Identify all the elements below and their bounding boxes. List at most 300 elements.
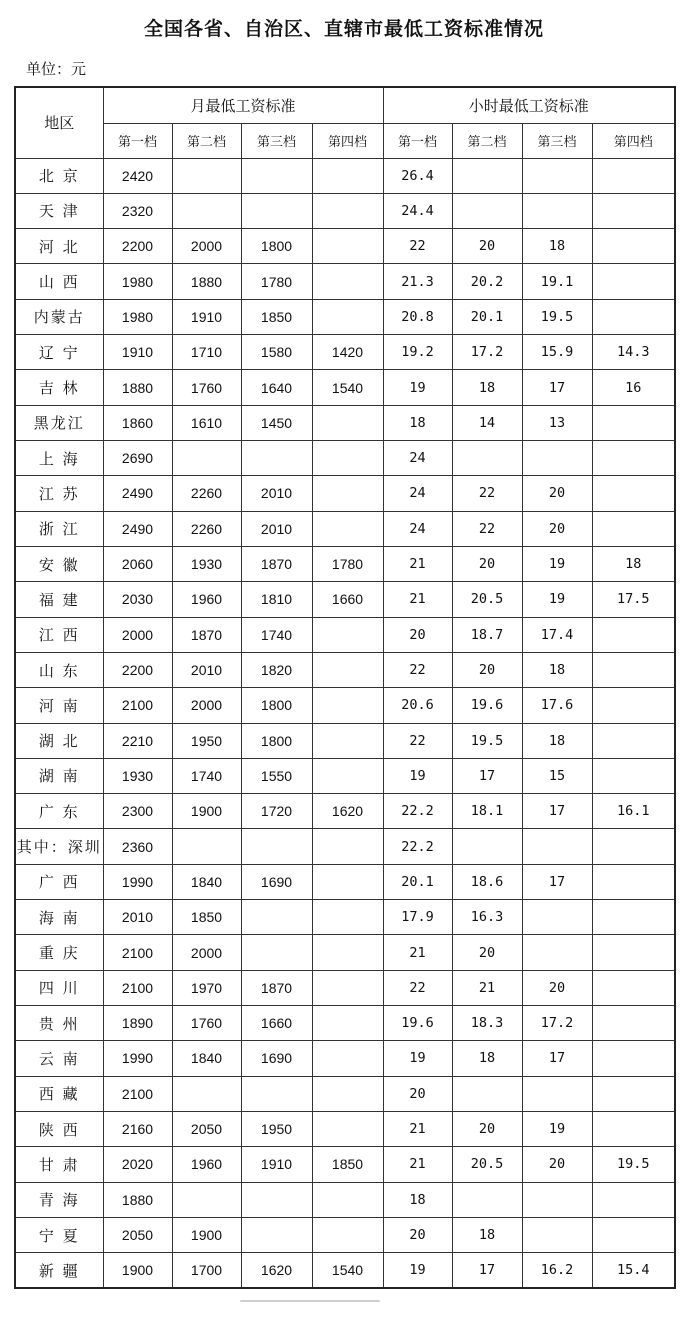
hourly-wage-cell: 17.2 [522,1006,592,1041]
monthly-wage-cell [172,829,241,864]
hourly-wage-cell [592,476,675,511]
monthly-wage-cell [312,617,383,652]
hourly-wage-cell [452,193,522,228]
hourly-wage-cell: 19.5 [592,1147,675,1182]
hourly-wage-cell [592,935,675,970]
hourly-wage-cell [592,264,675,299]
monthly-wage-cell: 2200 [103,229,172,264]
monthly-wage-cell: 1700 [172,1253,241,1288]
region-cell: 浙 江 [15,511,103,546]
monthly-wage-cell [312,476,383,511]
monthly-wage-cell: 1840 [172,1041,241,1076]
header-tier-row [15,123,675,158]
hourly-wage-cell [592,758,675,793]
hourly-wage-cell: 17 [522,370,592,405]
monthly-wage-cell [312,864,383,899]
monthly-wage-cell: 2300 [103,794,172,829]
monthly-wage-cell: 1660 [312,582,383,617]
hourly-wage-cell [522,441,592,476]
hourly-wage-cell: 20 [452,652,522,687]
hourly-wage-cell: 24 [383,511,452,546]
hourly-wage-cell: 19 [522,582,592,617]
hourly-wage-cell: 18 [522,229,592,264]
monthly-wage-cell: 1900 [172,1217,241,1252]
monthly-wage-cell [312,1217,383,1252]
hourly-tier-3: 第三档 [522,123,592,158]
hourly-wage-cell [592,617,675,652]
hourly-wage-cell: 20.1 [452,299,522,334]
hourly-wage-cell: 20 [522,511,592,546]
monthly-wage-cell: 1880 [172,264,241,299]
monthly-wage-cell: 2320 [103,193,172,228]
hourly-wage-cell [522,900,592,935]
monthly-wage-cell: 1950 [241,1111,312,1146]
region-cell: 上 海 [15,441,103,476]
table-row [15,1006,675,1041]
monthly-wage-cell: 1800 [241,229,312,264]
monthly-wage-cell: 1660 [241,1006,312,1041]
monthly-wage-cell: 1980 [103,264,172,299]
hourly-wage-cell: 14 [452,405,522,440]
region-cell: 江 苏 [15,476,103,511]
monthly-wage-cell: 2420 [103,158,172,193]
hourly-tier-2: 第二档 [452,123,522,158]
hourly-wage-cell: 17 [452,758,522,793]
monthly-wage-cell [312,652,383,687]
hourly-wage-cell: 20.5 [452,1147,522,1182]
hourly-wage-cell: 20.5 [452,582,522,617]
monthly-wage-cell: 2100 [103,1076,172,1111]
monthly-wage-cell: 2100 [103,935,172,970]
monthly-wage-cell: 2050 [172,1111,241,1146]
hourly-wage-cell: 19.1 [522,264,592,299]
monthly-wage-cell [172,441,241,476]
monthly-wage-cell: 1850 [241,299,312,334]
hourly-wage-cell: 20 [452,1111,522,1146]
hourly-wage-cell [592,829,675,864]
hourly-wage-cell: 19.6 [383,1006,452,1041]
monthly-wage-cell: 2010 [241,476,312,511]
hourly-wage-cell: 20.8 [383,299,452,334]
monthly-wage-cell: 1900 [103,1253,172,1288]
monthly-wage-cell [241,900,312,935]
table-row [15,229,675,264]
monthly-wage-cell [312,970,383,1005]
hourly-wage-cell [592,1217,675,1252]
hourly-wage-cell: 19 [383,1253,452,1288]
monthly-wage-cell: 1550 [241,758,312,793]
hourly-wage-cell: 14.3 [592,335,675,370]
table-row [15,193,675,228]
monthly-wage-cell: 1740 [172,758,241,793]
hourly-wage-cell: 20 [522,476,592,511]
monthly-wage-cell [241,1217,312,1252]
region-cell: 贵 州 [15,1006,103,1041]
monthly-wage-cell: 1810 [241,582,312,617]
bottom-scroll-indicator [240,1300,380,1302]
hourly-wage-cell [592,970,675,1005]
region-cell: 山 西 [15,264,103,299]
monthly-wage-cell: 1930 [172,546,241,581]
monthly-wage-cell: 1930 [103,758,172,793]
monthly-wage-cell: 1780 [241,264,312,299]
monthly-wage-cell: 1690 [241,1041,312,1076]
monthly-wage-cell: 1960 [172,582,241,617]
hourly-wage-cell [592,723,675,758]
monthly-wage-cell: 2000 [103,617,172,652]
region-cell: 新 疆 [15,1253,103,1288]
hourly-wage-cell [522,1076,592,1111]
table-row [15,1076,675,1111]
hourly-wage-cell [592,652,675,687]
monthly-wage-cell: 2260 [172,511,241,546]
hourly-wage-cell [522,829,592,864]
hourly-wage-cell: 19 [383,1041,452,1076]
hourly-wage-cell: 18.3 [452,1006,522,1041]
hourly-wage-cell: 20 [522,970,592,1005]
table-row [15,370,675,405]
hourly-wage-cell: 17.6 [522,688,592,723]
region-cell: 北 京 [15,158,103,193]
hourly-wage-cell: 15 [522,758,592,793]
hourly-wage-cell: 22 [452,476,522,511]
monthly-wage-cell [172,1182,241,1217]
monthly-wage-cell [312,1111,383,1146]
monthly-wage-cell: 2490 [103,511,172,546]
hourly-wage-cell [592,1076,675,1111]
table-row [15,1217,675,1252]
region-cell: 河 南 [15,688,103,723]
monthly-wage-cell [312,1076,383,1111]
monthly-wage-cell [241,158,312,193]
monthly-wage-cell: 2200 [103,652,172,687]
monthly-wage-cell: 1720 [241,794,312,829]
region-cell: 福 建 [15,582,103,617]
monthly-wage-cell: 1910 [172,299,241,334]
hourly-wage-cell [592,511,675,546]
hourly-wage-cell: 18.6 [452,864,522,899]
region-cell: 青 海 [15,1182,103,1217]
hourly-wage-cell: 17 [452,1253,522,1288]
monthly-wage-cell: 2020 [103,1147,172,1182]
hourly-wage-cell [452,441,522,476]
hourly-wage-cell: 18 [383,1182,452,1217]
hourly-wage-cell: 19 [383,370,452,405]
monthly-wage-cell [312,688,383,723]
monthly-wage-cell [241,829,312,864]
monthly-wage-cell: 2160 [103,1111,172,1146]
monthly-tier-1: 第一档 [103,123,172,158]
hourly-wage-cell: 19 [522,546,592,581]
hourly-wage-cell: 18 [522,652,592,687]
region-cell: 重 庆 [15,935,103,970]
monthly-wage-cell: 2060 [103,546,172,581]
region-cell: 四 川 [15,970,103,1005]
monthly-wage-cell [241,935,312,970]
region-cell: 江 西 [15,617,103,652]
hourly-wage-cell: 24.4 [383,193,452,228]
hourly-wage-cell [592,158,675,193]
hourly-wage-cell [592,1111,675,1146]
hourly-wage-cell: 22 [383,723,452,758]
monthly-wage-cell: 1760 [172,370,241,405]
table-row [15,546,675,581]
monthly-wage-cell: 1740 [241,617,312,652]
table-row [15,264,675,299]
monthly-wage-cell [312,935,383,970]
monthly-wage-cell [312,1006,383,1041]
table-row [15,582,675,617]
table-row [15,405,675,440]
hourly-wage-cell [522,193,592,228]
hourly-wage-cell: 22 [383,652,452,687]
monthly-wage-cell: 1820 [241,652,312,687]
monthly-wage-cell: 1880 [103,370,172,405]
hourly-tier-4: 第四档 [592,123,675,158]
monthly-wage-cell: 1980 [103,299,172,334]
monthly-wage-cell [312,158,383,193]
hourly-wage-cell: 19 [383,758,452,793]
monthly-wage-cell: 1610 [172,405,241,440]
hourly-wage-cell: 22 [383,970,452,1005]
hourly-wage-cell: 22 [383,229,452,264]
monthly-wage-cell: 1840 [172,864,241,899]
monthly-wage-cell: 1800 [241,688,312,723]
hourly-wage-cell: 22.2 [383,794,452,829]
monthly-wage-cell: 1900 [172,794,241,829]
hourly-wage-cell [592,1041,675,1076]
hourly-wage-cell: 26.4 [383,158,452,193]
hourly-wage-cell: 21 [383,1147,452,1182]
table-body [15,158,675,1288]
monthly-wage-cell [241,1076,312,1111]
region-cell: 云 南 [15,1041,103,1076]
hourly-wage-cell: 20 [383,1217,452,1252]
hourly-wage-cell: 20.2 [452,264,522,299]
hourly-wage-cell: 17.2 [452,335,522,370]
monthly-wage-cell: 1890 [103,1006,172,1041]
table-row [15,723,675,758]
monthly-wage-cell: 2360 [103,829,172,864]
hourly-wage-cell [592,864,675,899]
table-row [15,829,675,864]
minimum-wage-table [14,86,676,1289]
hourly-wage-cell: 18 [452,1041,522,1076]
page-title: 全国各省、自治区、直辖市最低工资标准情况 [143,18,544,40]
monthly-wage-cell: 2000 [172,935,241,970]
table-row [15,935,675,970]
hourly-wage-cell: 21 [452,970,522,1005]
region-cell: 陕 西 [15,1111,103,1146]
hourly-wage-cell: 18 [452,1217,522,1252]
table-row [15,1041,675,1076]
unit-label: 单位：元 [26,60,87,78]
hourly-wage-cell [522,1182,592,1217]
monthly-wage-cell: 1870 [241,970,312,1005]
monthly-wage-cell: 1950 [172,723,241,758]
monthly-wage-cell: 2210 [103,723,172,758]
monthly-wage-cell [312,829,383,864]
monthly-wage-cell: 2030 [103,582,172,617]
hourly-wage-cell [592,229,675,264]
hourly-wage-cell: 18 [522,723,592,758]
hourly-wage-cell: 21 [383,935,452,970]
monthly-wage-cell: 1990 [103,1041,172,1076]
table-row [15,970,675,1005]
hourly-wage-cell: 19.2 [383,335,452,370]
hourly-wage-cell: 20 [452,229,522,264]
hourly-wage-cell [592,405,675,440]
monthly-wage-cell: 2490 [103,476,172,511]
hourly-wage-cell: 19.5 [522,299,592,334]
monthly-wage-cell [172,193,241,228]
monthly-wage-cell: 1990 [103,864,172,899]
hourly-wage-cell: 16.3 [452,900,522,935]
region-cell: 西 藏 [15,1076,103,1111]
hourly-wage-cell [522,1217,592,1252]
hourly-wage-cell [452,158,522,193]
table-row [15,511,675,546]
hourly-wage-cell: 21 [383,1111,452,1146]
hourly-wage-cell [452,1182,522,1217]
monthly-wage-cell: 1620 [241,1253,312,1288]
hourly-wage-cell: 16.2 [522,1253,592,1288]
monthly-wage-cell [241,1182,312,1217]
monthly-wage-cell: 2010 [172,652,241,687]
region-header: 地区 [15,87,103,158]
monthly-wage-cell: 1620 [312,794,383,829]
hourly-wage-cell: 19 [522,1111,592,1146]
monthly-wage-cell: 1540 [312,1253,383,1288]
monthly-wage-cell: 1800 [241,723,312,758]
table-row [15,335,675,370]
hourly-wage-cell: 20 [383,617,452,652]
monthly-wage-cell: 1580 [241,335,312,370]
region-cell: 黑龙江 [15,405,103,440]
table-row [15,758,675,793]
monthly-wage-cell: 1420 [312,335,383,370]
monthly-wage-cell: 2100 [103,970,172,1005]
region-cell: 湖 北 [15,723,103,758]
hourly-wage-cell [592,299,675,334]
monthly-wage-cell [241,193,312,228]
hourly-header: 小时最低工资标准 [383,87,675,123]
monthly-wage-cell: 1850 [312,1147,383,1182]
hourly-wage-cell: 16.1 [592,794,675,829]
monthly-wage-cell: 2000 [172,688,241,723]
hourly-wage-cell [592,688,675,723]
monthly-wage-cell: 2100 [103,688,172,723]
table-row [15,1253,675,1288]
hourly-wage-cell: 18 [452,370,522,405]
hourly-wage-cell: 21 [383,582,452,617]
monthly-wage-cell: 1450 [241,405,312,440]
region-cell: 内蒙古 [15,299,103,334]
monthly-wage-cell: 1910 [241,1147,312,1182]
monthly-wage-cell [241,441,312,476]
monthly-wage-cell: 1910 [103,335,172,370]
hourly-wage-cell: 19.5 [452,723,522,758]
monthly-wage-cell [312,1041,383,1076]
table-row [15,617,675,652]
hourly-wage-cell: 18.1 [452,794,522,829]
monthly-wage-cell [312,441,383,476]
hourly-wage-cell [592,1182,675,1217]
monthly-wage-cell: 1960 [172,1147,241,1182]
table-row [15,1111,675,1146]
monthly-wage-cell: 1710 [172,335,241,370]
table-row [15,476,675,511]
monthly-header: 月最低工资标准 [103,87,383,123]
monthly-wage-cell: 1640 [241,370,312,405]
hourly-wage-cell [592,193,675,228]
hourly-wage-cell: 15.4 [592,1253,675,1288]
hourly-wage-cell: 17.5 [592,582,675,617]
region-cell: 海 南 [15,900,103,935]
table-row [15,441,675,476]
monthly-wage-cell: 2050 [103,1217,172,1252]
monthly-wage-cell: 1690 [241,864,312,899]
hourly-wage-cell: 20.6 [383,688,452,723]
monthly-wage-cell: 1870 [172,617,241,652]
monthly-wage-cell [312,511,383,546]
monthly-wage-cell [312,229,383,264]
hourly-wage-cell [522,158,592,193]
monthly-wage-cell [312,193,383,228]
hourly-wage-cell [452,1076,522,1111]
monthly-wage-cell: 1880 [103,1182,172,1217]
monthly-wage-cell: 2010 [241,511,312,546]
table-row [15,688,675,723]
monthly-wage-cell: 2010 [103,900,172,935]
region-cell: 河 北 [15,229,103,264]
monthly-wage-cell: 1850 [172,900,241,935]
hourly-wage-cell: 20 [383,1076,452,1111]
monthly-wage-cell: 1760 [172,1006,241,1041]
hourly-wage-cell [452,829,522,864]
hourly-wage-cell: 17 [522,1041,592,1076]
region-cell: 广 东 [15,794,103,829]
hourly-wage-cell: 15.9 [522,335,592,370]
monthly-wage-cell [312,900,383,935]
region-cell: 安 徽 [15,546,103,581]
table-row [15,299,675,334]
hourly-wage-cell: 24 [383,441,452,476]
monthly-tier-2: 第二档 [172,123,241,158]
hourly-wage-cell: 21 [383,546,452,581]
table-row [15,1147,675,1182]
region-cell: 湖 南 [15,758,103,793]
region-cell: 甘 肃 [15,1147,103,1182]
hourly-wage-cell: 20 [522,1147,592,1182]
monthly-wage-cell: 2690 [103,441,172,476]
table-row [15,158,675,193]
hourly-wage-cell [592,1006,675,1041]
monthly-wage-cell [172,1076,241,1111]
monthly-wage-cell [312,723,383,758]
monthly-wage-cell: 1540 [312,370,383,405]
region-cell: 广 西 [15,864,103,899]
hourly-wage-cell: 20 [452,935,522,970]
hourly-wage-cell: 20.1 [383,864,452,899]
hourly-wage-cell: 18.7 [452,617,522,652]
region-cell: 天 津 [15,193,103,228]
hourly-wage-cell: 20 [452,546,522,581]
hourly-wage-cell: 18 [592,546,675,581]
hourly-wage-cell: 17.9 [383,900,452,935]
header-group-row [15,87,675,123]
hourly-wage-cell: 13 [522,405,592,440]
